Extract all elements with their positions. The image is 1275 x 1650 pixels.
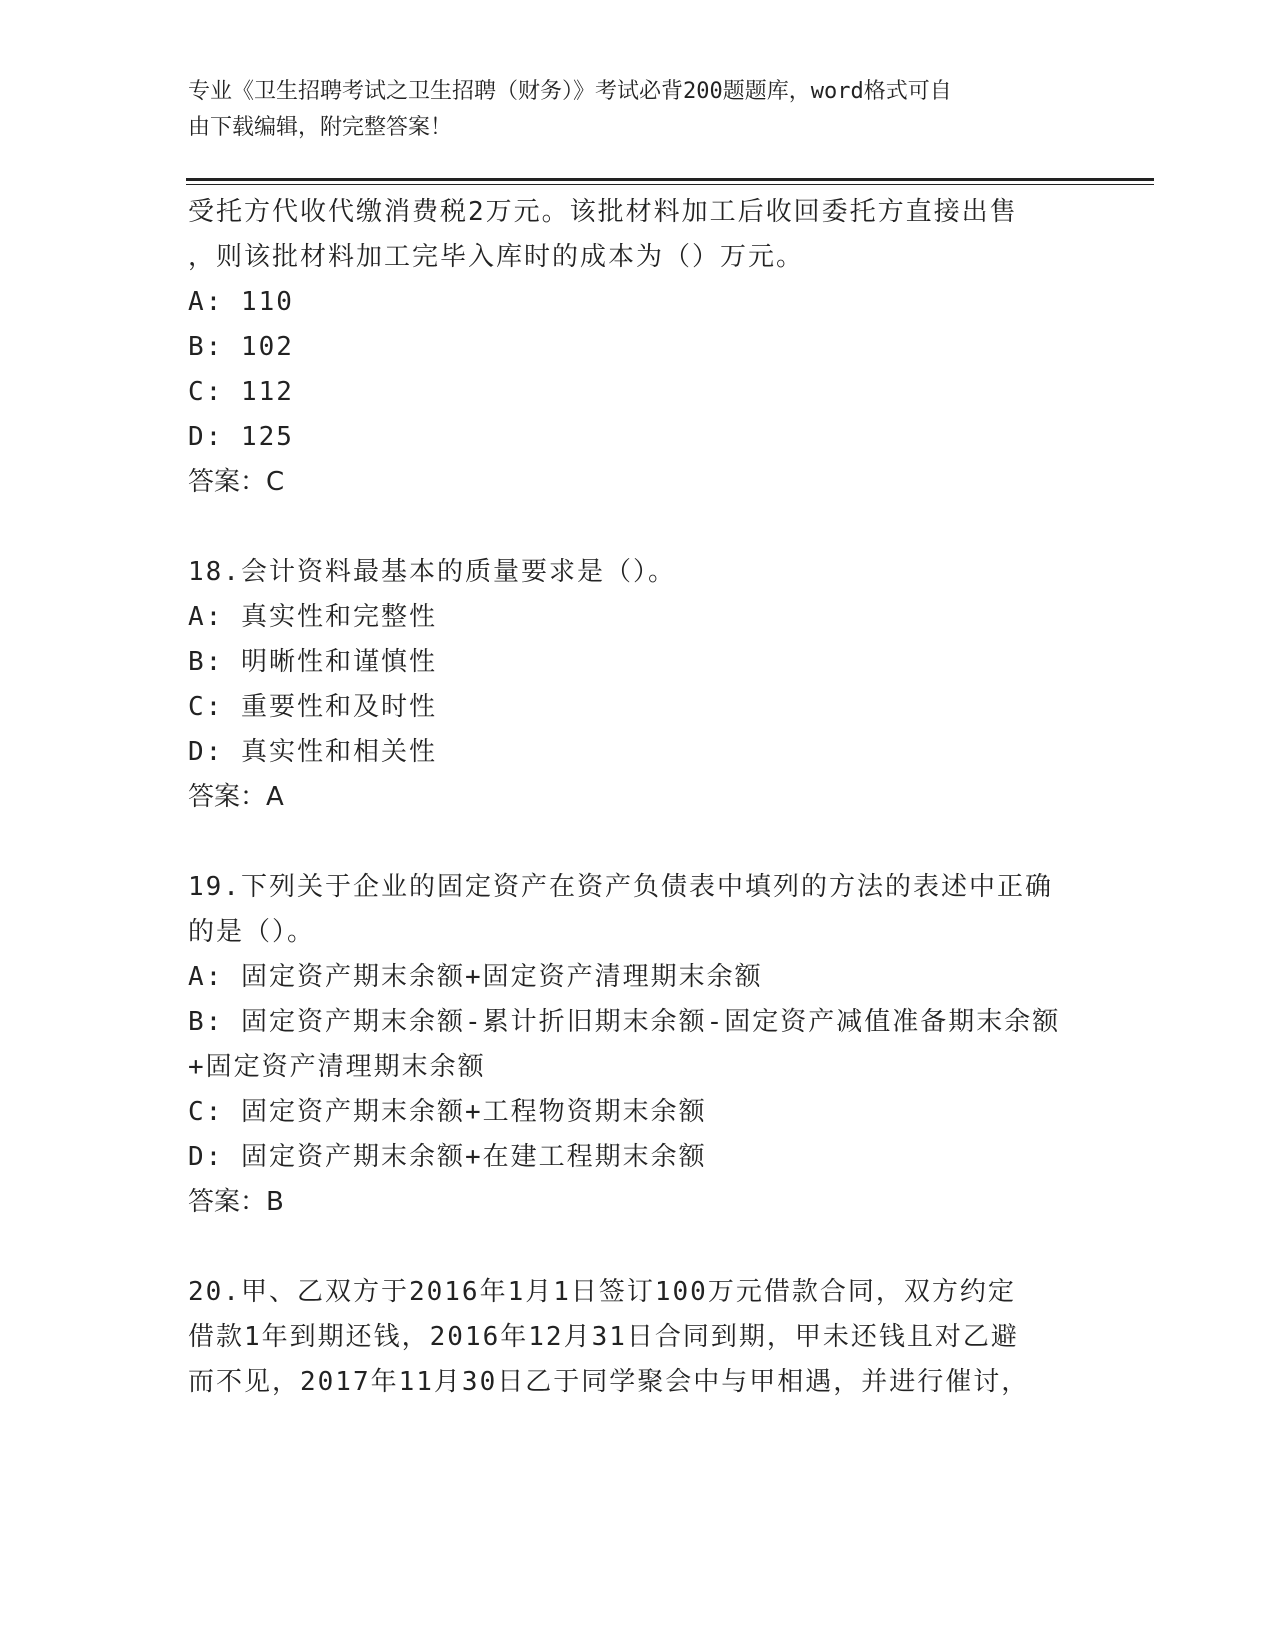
question-18-option-c: C: 重要性和及时性 <box>188 692 437 722</box>
question-17-answer: 答案：C <box>188 467 285 497</box>
spacer <box>188 505 1088 550</box>
question-17-text-line-1: 受托方代收代缴消费税2万元。该批材料加工后收回委托方直接出售 <box>188 197 1018 227</box>
header-line-1: 专业《卫生招聘考试之卫生招聘（财务）》考试必背200题题库，word格式可自 <box>188 79 952 104</box>
question-19-option-c: C: 固定资产期末余额+工程物资期末余额 <box>188 1097 707 1127</box>
question-20-text-line-2: 借款1年到期还钱，2016年12月31日合同到期，甲未还钱且对乙避 <box>188 1322 1019 1352</box>
question-17-option-c: C: 112 <box>188 377 294 407</box>
question-19 <box>188 865 1088 1225</box>
question-17 <box>188 190 1088 505</box>
question-19-text-line-1: 19.下列关于企业的固定资产在资产负债表中填列的方法的表述中正确 <box>188 872 1053 902</box>
question-19-option-d: D: 固定资产期末余额+在建工程期末余额 <box>188 1142 707 1172</box>
question-18-text-line-1: 18.会计资料最基本的质量要求是（）。 <box>188 557 676 587</box>
question-18-option-b: B: 明晰性和谨慎性 <box>188 647 437 677</box>
spacer <box>188 820 1088 865</box>
question-20-text-line-1: 20.甲、乙双方于2016年1月1日签订100万元借款合同，双方约定 <box>188 1277 1016 1307</box>
question-17-text-line-2: ，则该批材料加工完毕入库时的成本为（）万元。 <box>188 242 805 272</box>
question-18 <box>188 550 1088 820</box>
question-17-option-a: A: 110 <box>188 287 294 317</box>
question-20 <box>188 1270 1088 1405</box>
question-18-option-a: A: 真实性和完整性 <box>188 602 437 632</box>
question-17-option-b: B: 102 <box>188 332 294 362</box>
question-body <box>188 190 1088 1405</box>
question-19-option-b-line-1: B: 固定资产期末余额-累计折旧期末余额-固定资产减值准备期末余额 <box>188 1007 1061 1037</box>
question-19-text-line-2: 的是（）。 <box>188 917 316 947</box>
spacer <box>188 1225 1088 1270</box>
question-18-answer: 答案：A <box>188 782 284 812</box>
question-17-option-d: D: 125 <box>188 422 294 452</box>
question-18-option-d: D: 真实性和相关性 <box>188 737 437 767</box>
question-20-text-line-3: 而不见，2017年11月30日乙于同学聚会中与甲相遇，并进行催讨， <box>188 1367 1030 1397</box>
header-line-2: 由下载编辑，附完整答案！ <box>188 115 453 140</box>
question-19-answer: 答案：B <box>188 1187 284 1217</box>
header-rule-thin <box>186 184 1154 185</box>
header-rule-thick <box>186 178 1154 181</box>
question-19-option-b-line-2: +固定资产清理期末余额 <box>188 1052 486 1082</box>
question-19-option-a: A: 固定资产期末余额+固定资产清理期末余额 <box>188 962 763 992</box>
document-header <box>188 74 1088 146</box>
